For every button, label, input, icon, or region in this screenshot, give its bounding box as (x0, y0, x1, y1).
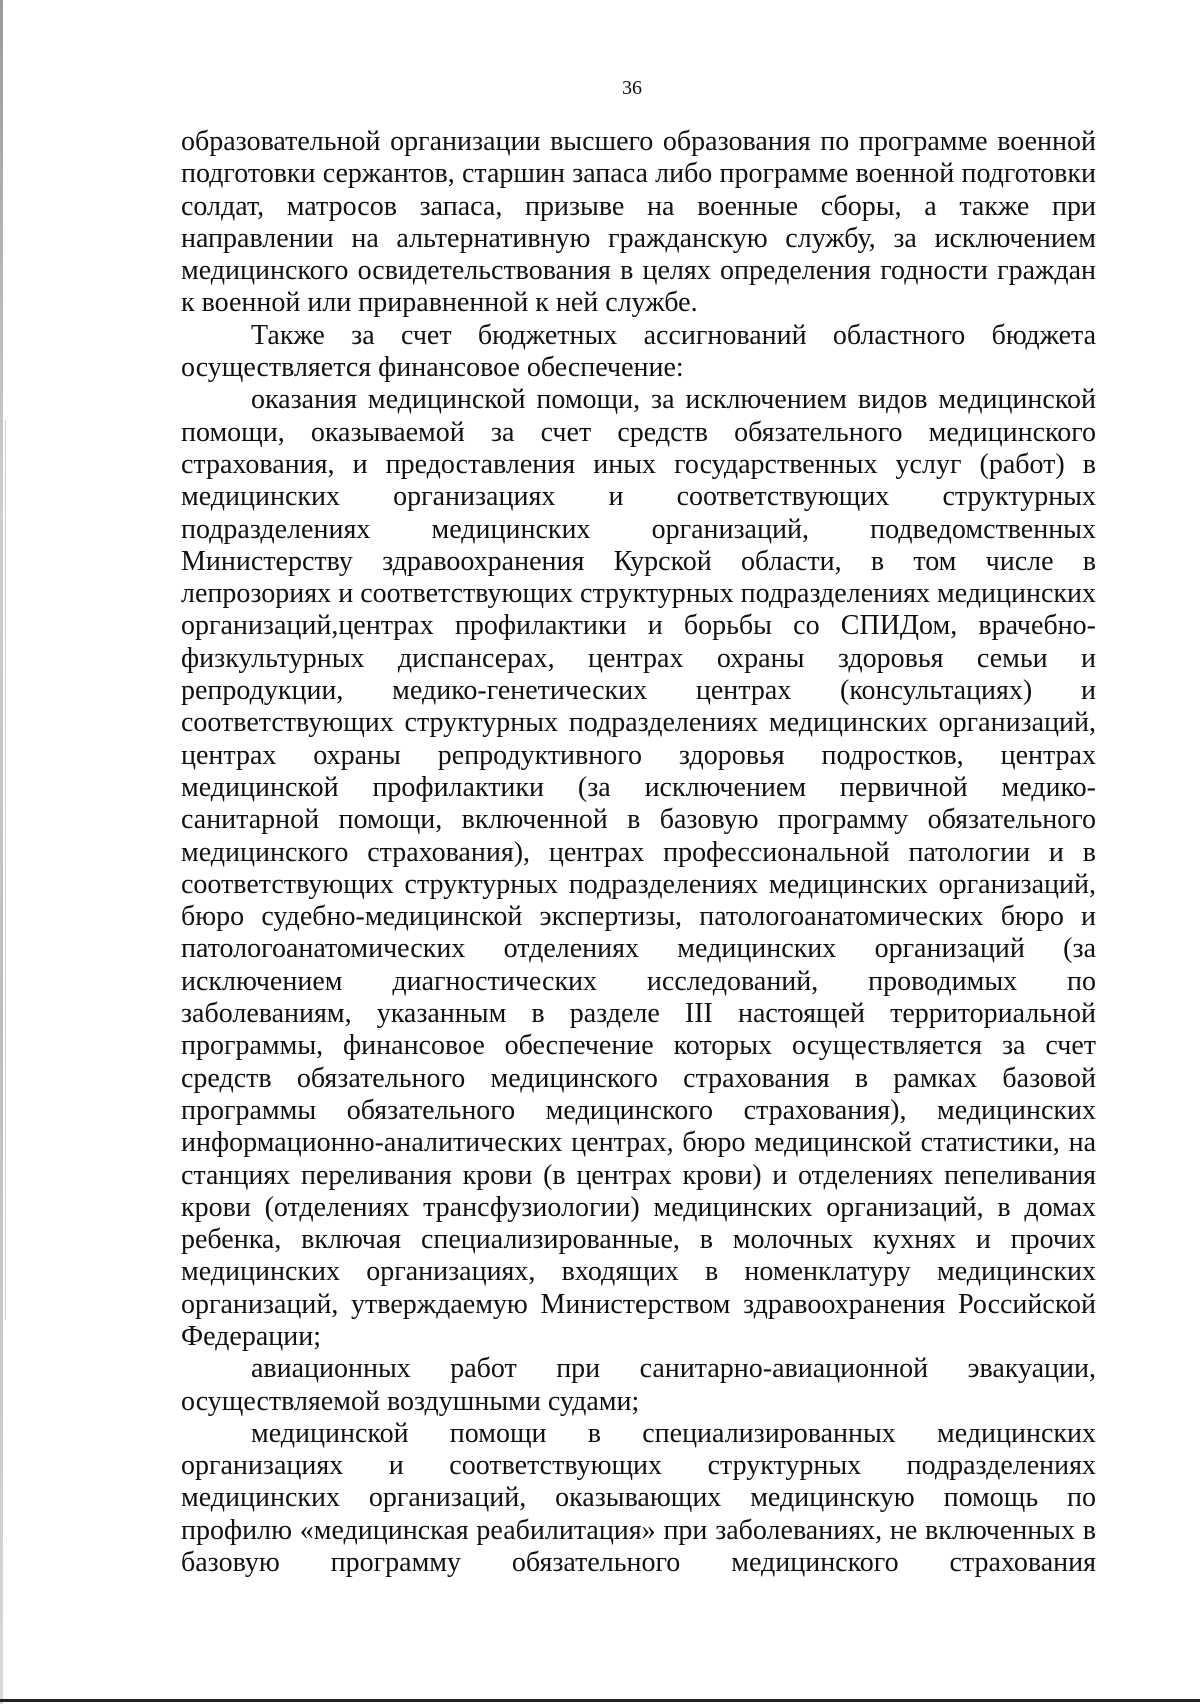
scan-bottom-edge (0, 1699, 1200, 1702)
scan-left-edge-line (5, 420, 6, 1320)
scan-left-edge (0, 0, 3, 1704)
paragraph-medical-care: оказания медицинской помощи, за исключением видов медицинской помощи, оказываемой за счет средств обязательного медицинского страхования, и предоставления иных государственных услуг (работ) в медицинских организациях и соответствующих структурных подразделениях медицинских организаций, подведомственных Министерству здравоохранения Курской области, в том числе в лепрозориях и соответствующих структурных подразделениях медицинских организаций,центрах профилактики и борьбы со СПИДом, врачебно-физкультурных диспансерах, центрах охраны здоровья семьи и репродукции, медико-генетических центрах (консультациях) и соответствующих структурных подразделениях медицинских организаций, центрах охраны репродуктивного здоровья подростков, центрах медицинской профилактики (за исключением первичной медико-санитарной помощи, включенной в базовую программу обязательного медицинского страхования), центрах профессиональной патологии и в соответствующих структурных подразделениях медицинских организаций, бюро судебно-медицинской экспертизы, патологоанатомических бюро и патологоанатомических отделениях медицинских организаций (за исключением диагностических исследований, проводимых по заболеваниям, указанным в разделе III настоящей территориальной программы, финансовое обеспечение которых осуществляется за счет средств обязательного медицинского страхования в рамках базовой программы обязательного медицинского страхования), медицинских информационно-аналитических центрах, бюро медицинской статистики, на станциях переливания крови (в центрах крови) и отделениях пепеливания крови (отделениях трансфузиологии) медицинских организаций, в домах ребенка, включая специализированные, в молочных кухнях и прочих медицинских организациях, входящих в номенклатуру медицинских организаций, утверждаемую Министерством здравоохранения Российской Федерации; (181, 384, 1096, 1352)
paragraph-continuation: образовательной организации высшего образования по программе военной подготовки сержантов, старшин запаса либо программе военной подготовки солдат, матросов запаса, призыве на военные сборы, а также при направлении на альтернативную гражданскую службу, за исключением медицинского освидетельствования в целях определения годности граждан к военной или приравненной к ней службе. (181, 126, 1096, 319)
page-number: 36 (622, 77, 642, 99)
paragraph-specialized-care: медицинской помощи в специализированных медицинских организациях и соответствующих структурных подразделениях медицинских организаций, оказывающих медицинскую помощь по профилю «медицинская реабилитация» при заболеваниях, не включенных в базовую программу обязательного медицинского страхования (181, 1417, 1096, 1579)
document-body (181, 126, 1096, 1579)
paragraph-funding-intro: Также за счет бюджетных ассигнований областного бюджета осуществляется финансовое обеспечение: (181, 319, 1096, 384)
paragraph-aviation-works: авиационных работ при санитарно-авиационной эвакуации, осуществляемой воздушными судами; (181, 1353, 1096, 1417)
